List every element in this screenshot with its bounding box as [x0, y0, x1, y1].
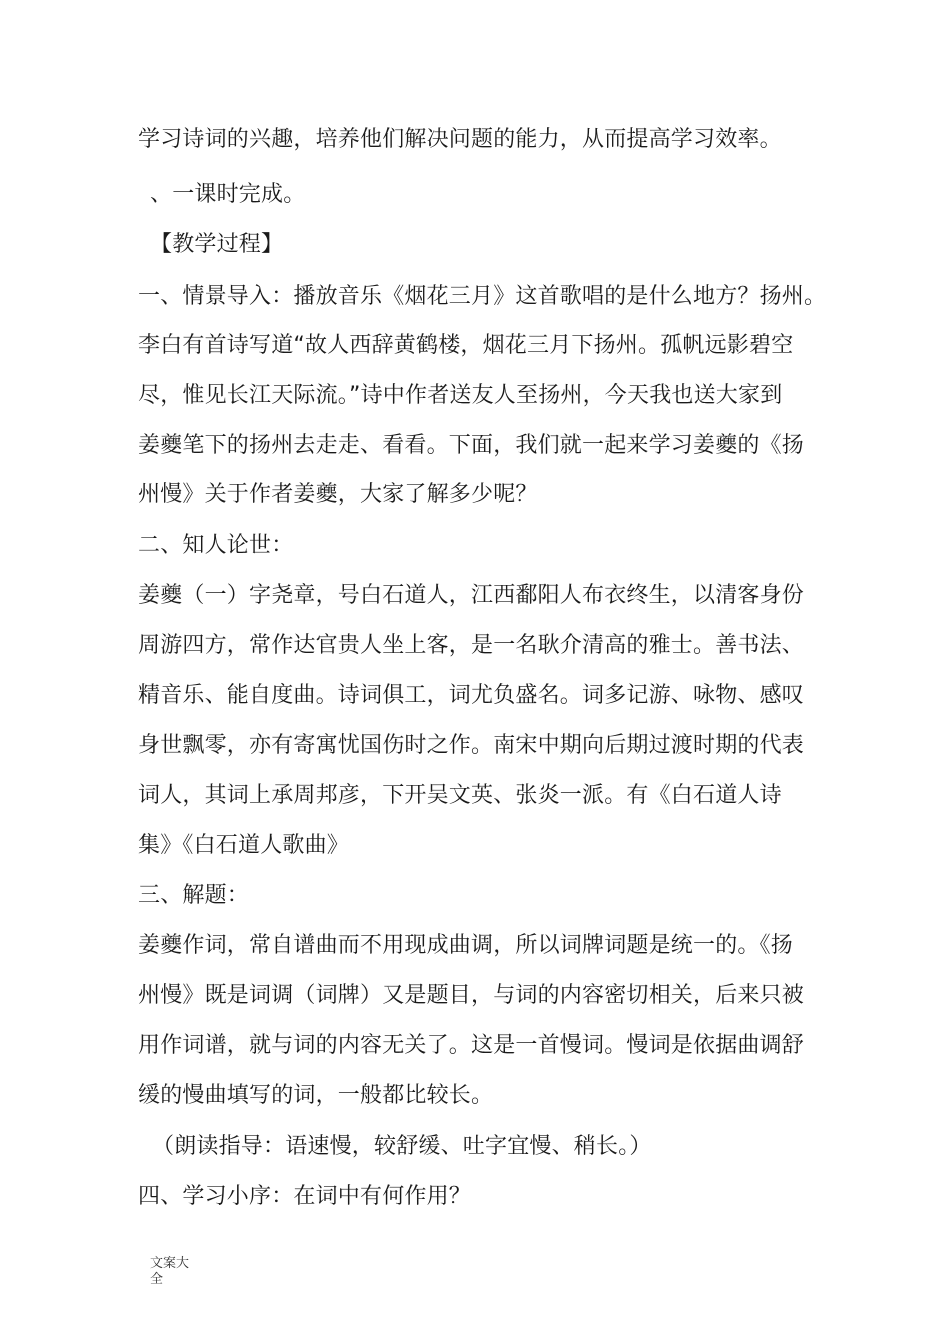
text-line: 精音乐、能自度曲。诗词俱工，词尤负盛名。词多记游、咏物、感叹 — [138, 683, 805, 708]
footer-label: 文案大全 — [150, 1256, 190, 1287]
text-line: 缓的慢曲填写的词，一般都比较长。 — [138, 1083, 494, 1108]
text-line: 李白有首诗写道“故人西辞黄鹤楼，烟花三月下扬州。孤帆远影碧空 — [138, 333, 794, 358]
text-line: 用作词谱，就与词的内容无关了。这是一首慢词。慢词是依据曲调舒 — [138, 1033, 805, 1058]
text-line: 集》《白石道人歌曲》 — [138, 833, 350, 858]
section-heading: 四、学习小序：在词中有何作用？ — [138, 1184, 472, 1209]
text-line: 州慢》既是词调（词牌）又是题目，与词的内容密切相关，后来只被 — [138, 983, 805, 1008]
section-heading: 【教学过程】 — [150, 232, 284, 257]
text-line: 学习诗词的兴趣，培养他们解决问题的能力，从而提高学习效率。 — [138, 127, 782, 152]
text-line: 姜夔作词，常自谱曲而不用现成曲调，所以词牌词题是统一的。《扬 — [138, 933, 794, 958]
text-line: 身世飘零，亦有寄寓忧国伤时之作。南宋中期向后期过渡时期的代表 — [138, 733, 805, 758]
text-line: 尽，惟见长江天际流。”诗中作者送友人至扬州，今天我也送大家到 — [138, 383, 783, 408]
text-line: 词人，其词上承周邦彦，下开吴文英、张炎一派。有《白石道人诗 — [138, 783, 782, 808]
text-line: 周游四方，常作达官贵人坐上客，是一名耿介清高的雅士。善书法、 — [138, 633, 805, 658]
text-line: 、一课时完成。 — [150, 182, 306, 207]
text-line: 州慢》关于作者姜夔，大家了解多少呢？ — [138, 482, 538, 507]
section-heading: 三、解题： — [138, 883, 250, 908]
text-line: 姜夔笔下的扬州去走走、看看。下面，我们就一起来学习姜夔的《扬 — [138, 433, 805, 458]
section-heading: 二、知人论世： — [138, 533, 294, 558]
reading-guidance: （朗读指导：语速慢，较舒缓、吐字宜慢、稍长。） — [152, 1134, 652, 1159]
section-heading: 一、情景导入：播放音乐《烟花三月》这首歌唱的是什么地方？扬州。 — [138, 284, 827, 309]
text-line: 姜夔（一）字尧章，号白石道人，江西鄱阳人布衣终生，以清客身份 — [138, 583, 805, 608]
